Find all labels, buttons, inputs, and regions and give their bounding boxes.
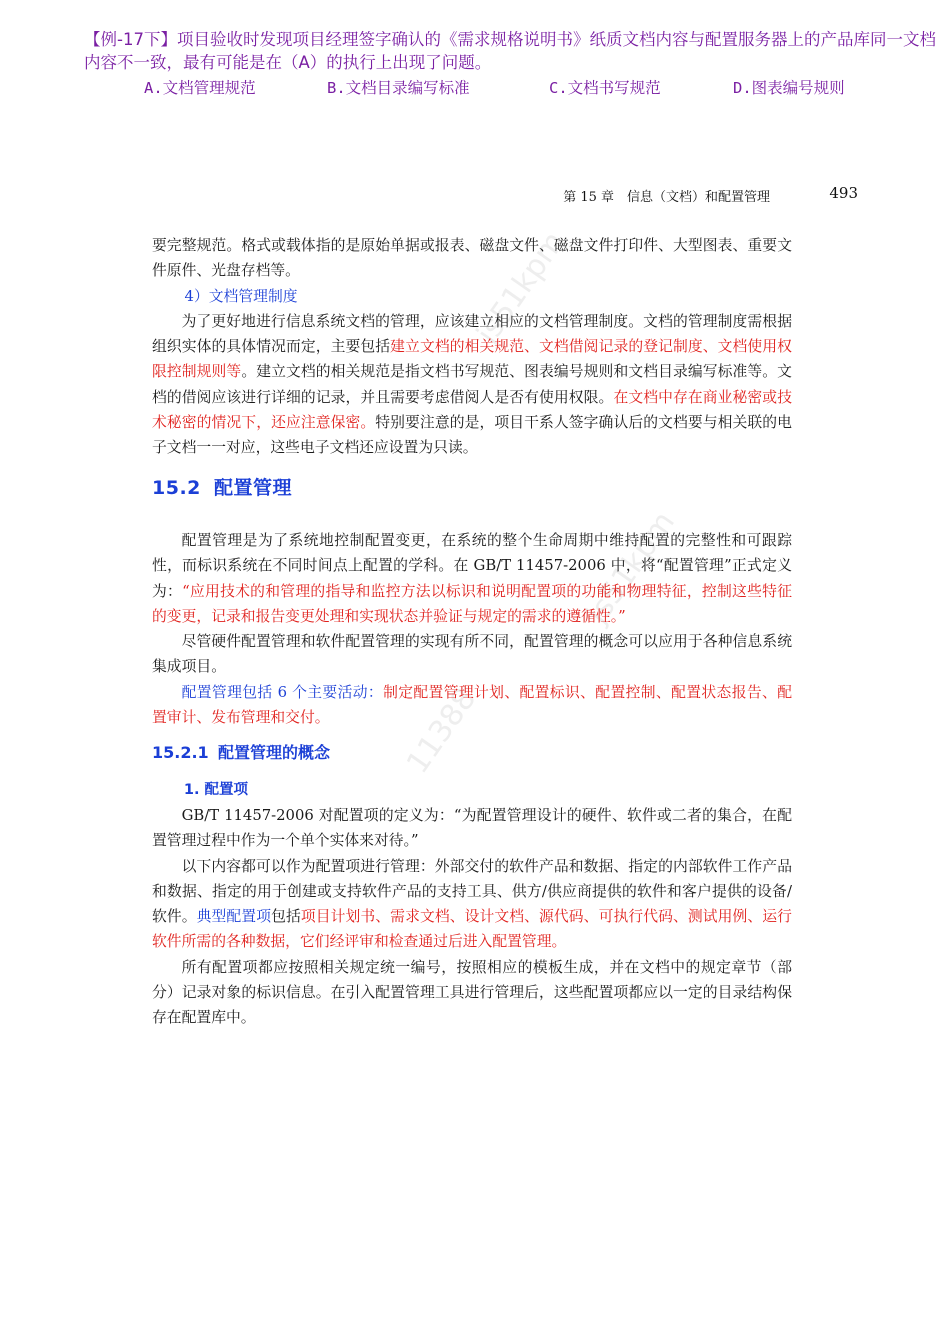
paragraph-8: 所有配置项都应按照相关规定统一编号，按照相应的模板生成，并在文档中的规定章节（部分）记录对象的标识信息。在引入配置管理工具进行管理后，这些配置项都应以一定的目录结构保存在配置库中。 bbox=[152, 958, 792, 1027]
p2-text-e: 特别要注意的是，项目干系人签字确认后的文档要与相关联的电子文档一一对应，这些电子文档还应设置为只读。 bbox=[152, 414, 792, 457]
p2-highlight-d: 在文档中存在商业秘密或技术秘密的情况下，还应注意保密。 bbox=[152, 388, 792, 432]
p7-text-c: 包括 bbox=[271, 908, 301, 926]
option-c: C.文档书写规范 bbox=[549, 79, 661, 97]
subheading-doc-management: 4）文档管理制度 bbox=[184, 287, 298, 305]
p5-activities: 制定配置管理计划、配置标识、配置控制、配置状态报告、配置审计、发布管理和交付。 bbox=[152, 683, 792, 727]
p2-text-c: 。建立文档的相关规范是指文档书写规范、图表编号规则和文档目录编写标准等。文档的借阅应该进行详细的记录，并且需要考虑借阅人是否有使用权限。 bbox=[152, 363, 792, 406]
p7-text-a: 以下内容都可以作为配置项进行管理：外部交付的软件产品和数据、指定的内部软件工作产品和数据、指定的用于创建或支持软件产品的支持工具、供方/供应商提供的软件和客户提供的设备/软件。 bbox=[152, 857, 792, 926]
paragraph-2 bbox=[152, 309, 792, 461]
option-a: A.文档管理规范 bbox=[144, 79, 256, 97]
exam-question-block bbox=[84, 28, 944, 100]
subsection-title bbox=[152, 740, 792, 765]
p7-term: 典型配置项 bbox=[196, 908, 272, 926]
option-d: D.图表编号规则 bbox=[733, 79, 845, 97]
paragraph-3 bbox=[152, 528, 792, 629]
paragraph-1: 要完整规范。格式或载体指的是原始单据或报表、磁盘文件、磁盘文件打印件、大型图表、重要文件原件、光盘存档等。 bbox=[152, 237, 792, 280]
section-title-text: 配置管理 bbox=[214, 476, 293, 499]
item-heading-config-item: 1. 配置项 bbox=[183, 781, 249, 798]
paragraph-4: 尽管硬件配置管理和软件配置管理的实现有所不同，配置管理的概念可以应用于各种信息系统集成项目。 bbox=[152, 633, 792, 676]
watermark-2: js51kpm bbox=[580, 505, 682, 631]
section-title bbox=[152, 476, 792, 501]
section-number: 15.2 bbox=[152, 476, 201, 499]
option-b: B.文档目录编写标准 bbox=[327, 79, 470, 97]
p3-definition: “应用技术的和管理的指导和监控方法以标识和说明配置项的功能和物理特征，控制这些特征的变更，记录和报告变更处理和实现状态并验证与规定的需求的遵循性。” bbox=[152, 582, 792, 625]
subsection-number: 15.2.1 bbox=[152, 743, 209, 763]
p7-list: 项目计划书、需求文档、设计文档、源代码、可执行代码、测试用例、运行软件所需的各种数据，它们经评审和检查通过后进入配置管理。 bbox=[152, 908, 792, 951]
watermark-1: js51kpm bbox=[470, 225, 572, 351]
exam-options bbox=[84, 77, 944, 100]
watermark-3: 11388 bbox=[400, 681, 484, 781]
exam-question-text: 项目验收时发现项目经理签字确认的《需求规格说明书》纸质文档内容与配置服务器上的产品库同一文档内容不一致，最有可能是在（A）的执行上出现了问题。 bbox=[84, 30, 936, 72]
chapter-title: 第 15 章 信息（文档）和配置管理 bbox=[563, 190, 770, 205]
p3-text-a: 配置管理是为了系统地控制配置变更，在系统的整个生命周期中维持配置的完整性和可跟踪性，而标识系统在不同时间点上配置的学科。在 GB/T 11457-2006 中，将“配置管理”正式定义为： bbox=[152, 531, 792, 600]
subsection-title-text: 配置管理的概念 bbox=[218, 743, 331, 763]
paragraph-5 bbox=[152, 680, 792, 731]
paragraph-7 bbox=[152, 854, 792, 955]
page-number: 493 bbox=[829, 184, 858, 202]
paragraph-6: GB/T 11457-2006 对配置项的定义为：“为配置管理设计的硬件、软件或二者的集合，在配置管理过程中作为一个单个实体来对待。” bbox=[152, 806, 792, 850]
p2-highlight-b: 建立文档的相关规范、文档借阅记录的登记制度、文档使用权限控制规则等 bbox=[152, 338, 792, 381]
page-body bbox=[152, 233, 792, 1031]
page-header bbox=[150, 184, 860, 208]
p2-text-a: 为了更好地进行信息系统文档的管理，应该建立相应的文档管理制度。文档的管理制度需根据组织实体的具体情况而定，主要包括 bbox=[152, 312, 792, 356]
p5-lead: 配置管理包括 6 个主要活动： bbox=[181, 683, 384, 701]
exam-tag: 【例-17下】 bbox=[84, 30, 177, 49]
exam-question bbox=[84, 28, 944, 74]
